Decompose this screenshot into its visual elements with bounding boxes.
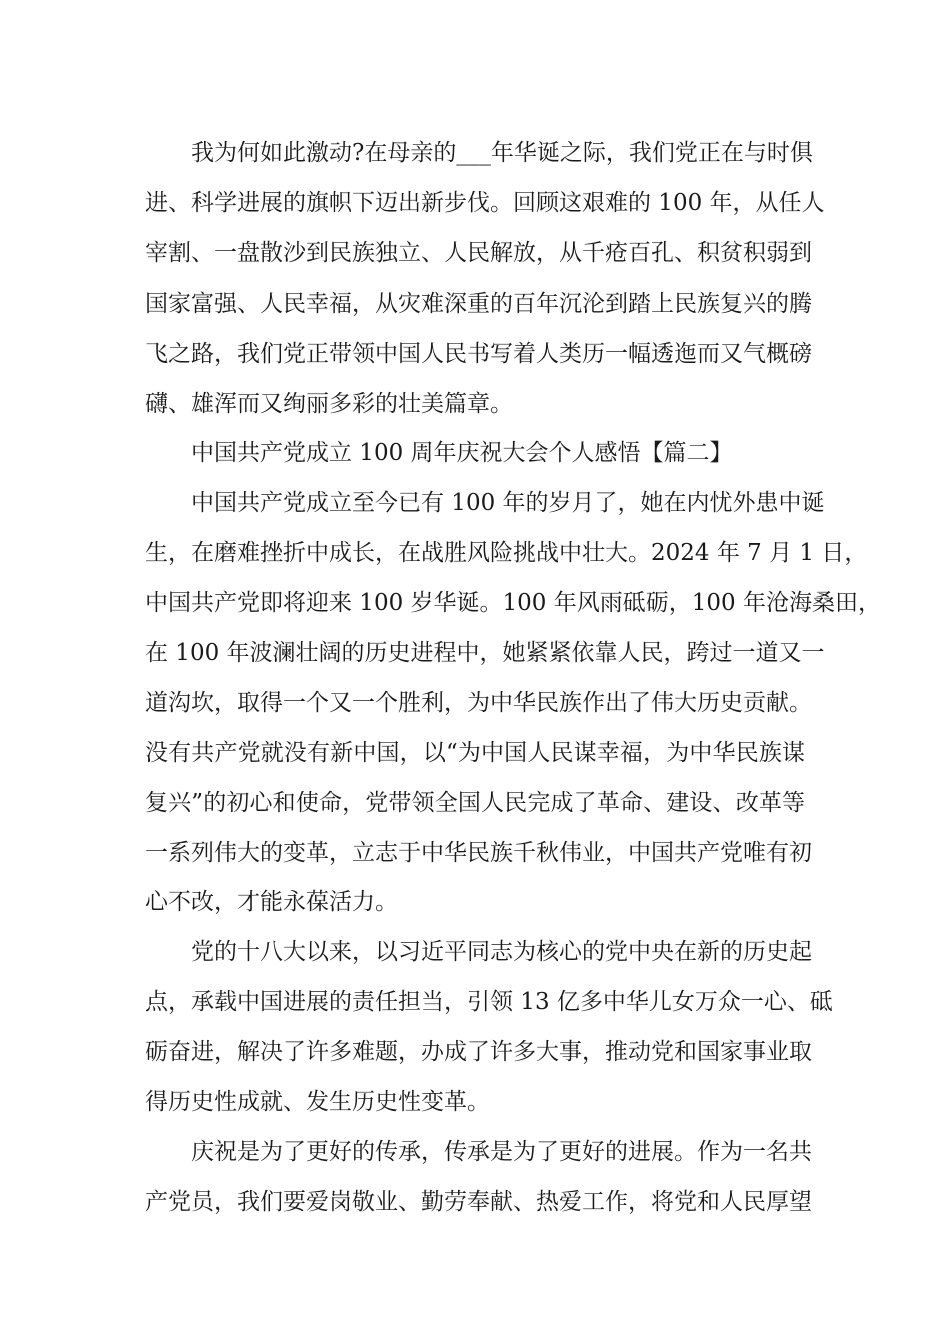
paragraph-line: 得历史性成就、发生历史性变革。 (145, 1089, 490, 1115)
paragraph-line: 进、科学进展的旗帜下迈出新步伐。回顾这艰难的 100 年，从任人 (145, 190, 825, 216)
section-heading: 中国共产党成立 100 周年庆祝大会个人感悟【篇二】 (191, 440, 733, 466)
paragraph-line: 飞之路，我们党正带领中国人民书写着人类历一幅透迤而又气概磅 (145, 341, 812, 367)
paragraph-line: 一系列伟大的变革，立志于中华民族千秋伟业，中国共产党唯有初 (145, 840, 812, 866)
paragraph-line: 产党员，我们要爱岗敬业、勤劳奉献、热爱工作，将党和人民厚望 (145, 1189, 812, 1215)
paragraph-line: 复兴”的初心和使命，党带领全国人民完成了革命、建设、改革等 (145, 790, 805, 816)
paragraph-line: 道沟坎，取得一个又一个胜利，为中华民族作出了伟大历史贡献。 (145, 690, 812, 716)
paragraph-line: 中国共产党成立至今已有 100 年的岁月了，她在内忧外患中诞 (191, 490, 825, 516)
paragraph-line: 心不改，才能永葆活力。 (145, 889, 398, 915)
paragraph-line: 在 100 年波澜壮阔的历史进程中，她紧紧依靠人民，跨过一道又一 (145, 640, 825, 666)
paragraph-line: 礴、雄浑而又绚丽多彩的壮美篇章。 (145, 391, 513, 417)
paragraph-line: 砺奋进，解决了许多难题，办成了许多大事，推动党和国家事业取 (145, 1039, 812, 1065)
paragraph-line: 点，承载中国进展的责任担当，引领 13 亿多中华儿女万众一心、砥 (145, 989, 833, 1015)
paragraph-line: 党的十八大以来，以习近平同志为核心的党中央在新的历史起 (191, 939, 812, 965)
paragraph-line: 国家富强、人民幸福，从灾难深重的百年沉沦到踏上民族复兴的腾 (145, 291, 812, 317)
paragraph-line: 中国共产党即将迎来 100 岁华诞。100 年风雨砥砺，100 年沧海桑田， (145, 590, 881, 616)
paragraph-line: 没有共产党就没有新中国，以“为中国人民谋幸福，为中华民族谋 (145, 740, 805, 766)
paragraph-line: 生，在磨难挫折中成长，在战胜风险挑战中壮大。2024 年 7 月 1 日， (145, 540, 868, 566)
paragraph-line: 我为何如此激动?在母亲的___年华诞之际，我们党正在与时俱 (191, 140, 813, 166)
paragraph-line: 宰割、一盘散沙到民族独立、人民解放，从千疮百孔、积贫积弱到 (145, 240, 812, 266)
paragraph-line: 庆祝是为了更好的传承，传承是为了更好的进展。作为一名共 (191, 1139, 812, 1165)
